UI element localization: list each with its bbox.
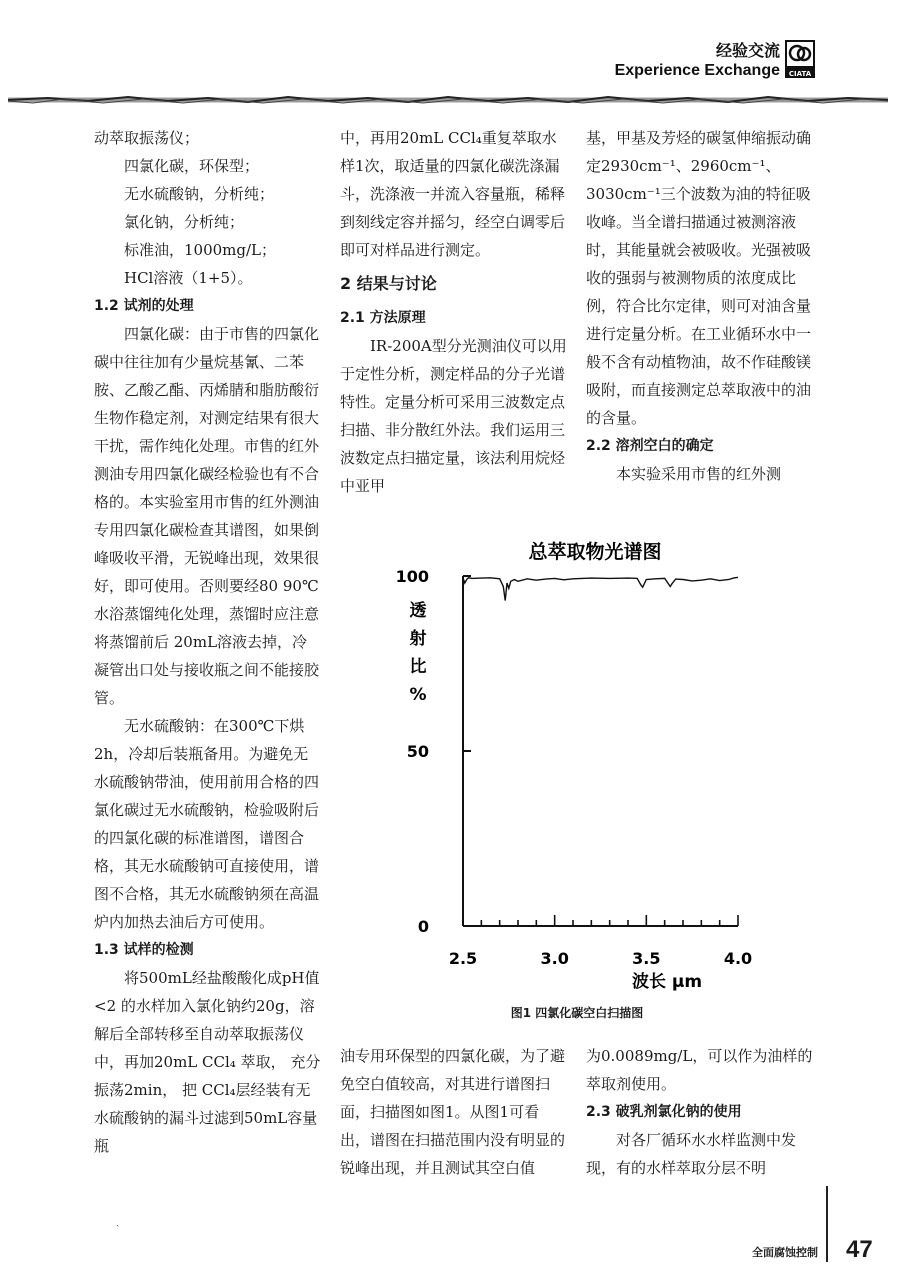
y-tick-label: 0 (417, 917, 429, 936)
y-axis-label-char: % (409, 685, 427, 705)
y-axis-label (409, 601, 426, 705)
x-tick-label: 4.0 (723, 949, 753, 968)
y-axis-label-char: 透 (409, 601, 427, 621)
reagent-item: 氯化钠，分析纯； (124, 213, 245, 231)
paragraph-continued: 基，甲基及芳烃的碳氢伸缩振动确定2930cm⁻¹、2960cm⁻¹、3030cm⁻¹三个波数为油的特征吸收峰。当全谱扫描通过被测溶液时，其能量就会被吸收。光强被吸收的强弱与被测物质的浓度成比例，符合比尔定律，则可对油含量进行定量分析。在工业循环水中一般不含有动植物油，故不作硅酸镁吸附，而直接测定总萃取液中的油的含量。 (586, 129, 812, 427)
paragraph-principle: IR-200A型分光测油仪可以用于定性分析，测定样品的分子光谱特性。定量分析可采用三波数定点扫描、非分散红外法。我们运用三波数定点扫描定量，该法利用烷烃中亚甲 (340, 337, 567, 495)
footer-rule (826, 1186, 828, 1262)
paragraph-na2so4: 无水硫酸钠：在300℃下烘2h，冷却后装瓶备用。为避免无水硫酸钠带油，使用前用合格的四氯化碳过无水硫酸钠，检验吸附后的四氯化碳的标准谱图，谱图合格，其无水硫酸钠可直接使用，谱图不合格，其无水硫酸钠须在高温炉内加热去油后方可使用。 (94, 717, 320, 931)
chart-ticks (396, 567, 753, 968)
header-decor-band (8, 92, 888, 108)
paragraph-solvent: 油专用环保型的四氯化碳，为了避免空白值较高，对其进行谱图扫面，扫描图如图1。从图1可看出，谱图在扫描范围内没有明显的锐峰出现，并且测试其空白值 (340, 1047, 566, 1177)
y-axis-label-char: 比 (409, 657, 427, 677)
y-tick-label: 100 (395, 567, 429, 586)
chart-title: 总萃取物光谱图 (528, 541, 662, 563)
print-mark: ˏ (116, 1216, 120, 1227)
paragraph-ccl4: 四氯化碳：由于市售的四氯化碳中往往加有少量烷基氰、二苯胺、乙酸乙酯、丙烯腈和脂肪酸衍生物作稳定剂，对测定结果有很大干扰，需作纯化处理。市售的红外测油专用四氯化碳经检验也有不合格的。本实验室用市售的红外测油专用四氯化碳检查其谱图，如果倒峰吸收平滑，无锐峰出现，效果很好，即可使用。否则要经80 90℃水浴蒸馏纯化处理，蒸馏时应注意将蒸馏前后 20mL溶液去掉，冷凝管出口处与接收瓶之间不能接胶管。 (94, 325, 320, 707)
y-tick-label: 50 (406, 742, 429, 761)
reagent-item: 标准油，1000mg/L； (124, 241, 277, 259)
journal-logo (785, 40, 815, 80)
chart-axes (463, 576, 738, 926)
section-heading-1-3: 1.3 试样的检测 (94, 942, 194, 958)
section-heading-2-2: 2.2 溶剂空白的确定 (586, 438, 714, 454)
section-heading-2-3: 2.3 破乳剂氯化钠的使用 (586, 1104, 742, 1120)
page-number: 47 (846, 1236, 873, 1263)
x-tick-label: 3.5 (632, 949, 661, 968)
x-tick-label: 3.0 (540, 949, 569, 968)
text-column-2 (340, 124, 568, 500)
header-section-en: Experience Exchange (614, 62, 780, 79)
paragraph-blank: 本实验采用市售的红外测 (616, 465, 782, 483)
paragraph-blank-value: 为0.0089mg/L，可以作为油样的萃取剂使用。 (586, 1047, 813, 1093)
y-axis-label-char: 射 (409, 629, 427, 649)
footer-journal-name: 全面腐蚀控制 (752, 1246, 818, 1259)
reagent-item: 无水硫酸钠，分析纯； (124, 185, 275, 203)
figure-caption: 图1 四氯化碳空白扫描图 (510, 1006, 644, 1020)
text-column-2-lower (340, 1042, 568, 1182)
header-section-cn: 经验交流 (715, 41, 780, 60)
x-axis-label: 波长 μm (632, 972, 703, 992)
paragraph-demulsifier: 对各厂循环水水样监测中发现，有的水样萃取分层不明 (586, 1131, 797, 1177)
spectrum-series-line (463, 577, 738, 600)
paragraph-intro: 动萃取振荡仪； (94, 129, 200, 147)
section-heading-2: 2 结果与讨论 (340, 274, 437, 293)
section-heading-1-2: 1.2 试剂的处理 (94, 298, 194, 314)
paragraph-sample: 将500mL经盐酸酸化成pH值<2 的水样加入氯化钠约20g，溶解后全部转移至自动萃取振荡仪中，再加20mL CCl₄ 萃取， 充分振荡2min， 把 CCl₄层经装有无水硫酸钠的漏斗过滤到50mL容量瓶 (94, 969, 321, 1155)
logo-text: CIATA (788, 70, 812, 78)
text-column-3-lower (586, 1042, 814, 1182)
x-tick-label: 2.5 (448, 949, 478, 968)
text-column-1 (94, 124, 322, 1160)
text-column-3 (586, 124, 814, 488)
spectrum-chart (340, 530, 814, 1000)
reagent-item: 四氯化碳，环保型； (124, 157, 260, 175)
paragraph-continued: 中，再用20mL CCl₄重复萃取水样1次，取适量的四氯化碳洗涤漏斗，洗涤液一并流入容量瓶，稀释到刻线定容并摇匀，经空白调零后即可对样品进行测定。 (340, 129, 566, 259)
section-heading-2-1: 2.1 方法原理 (340, 310, 426, 326)
reagent-item: HCl溶液（1+5）。 (124, 269, 253, 287)
